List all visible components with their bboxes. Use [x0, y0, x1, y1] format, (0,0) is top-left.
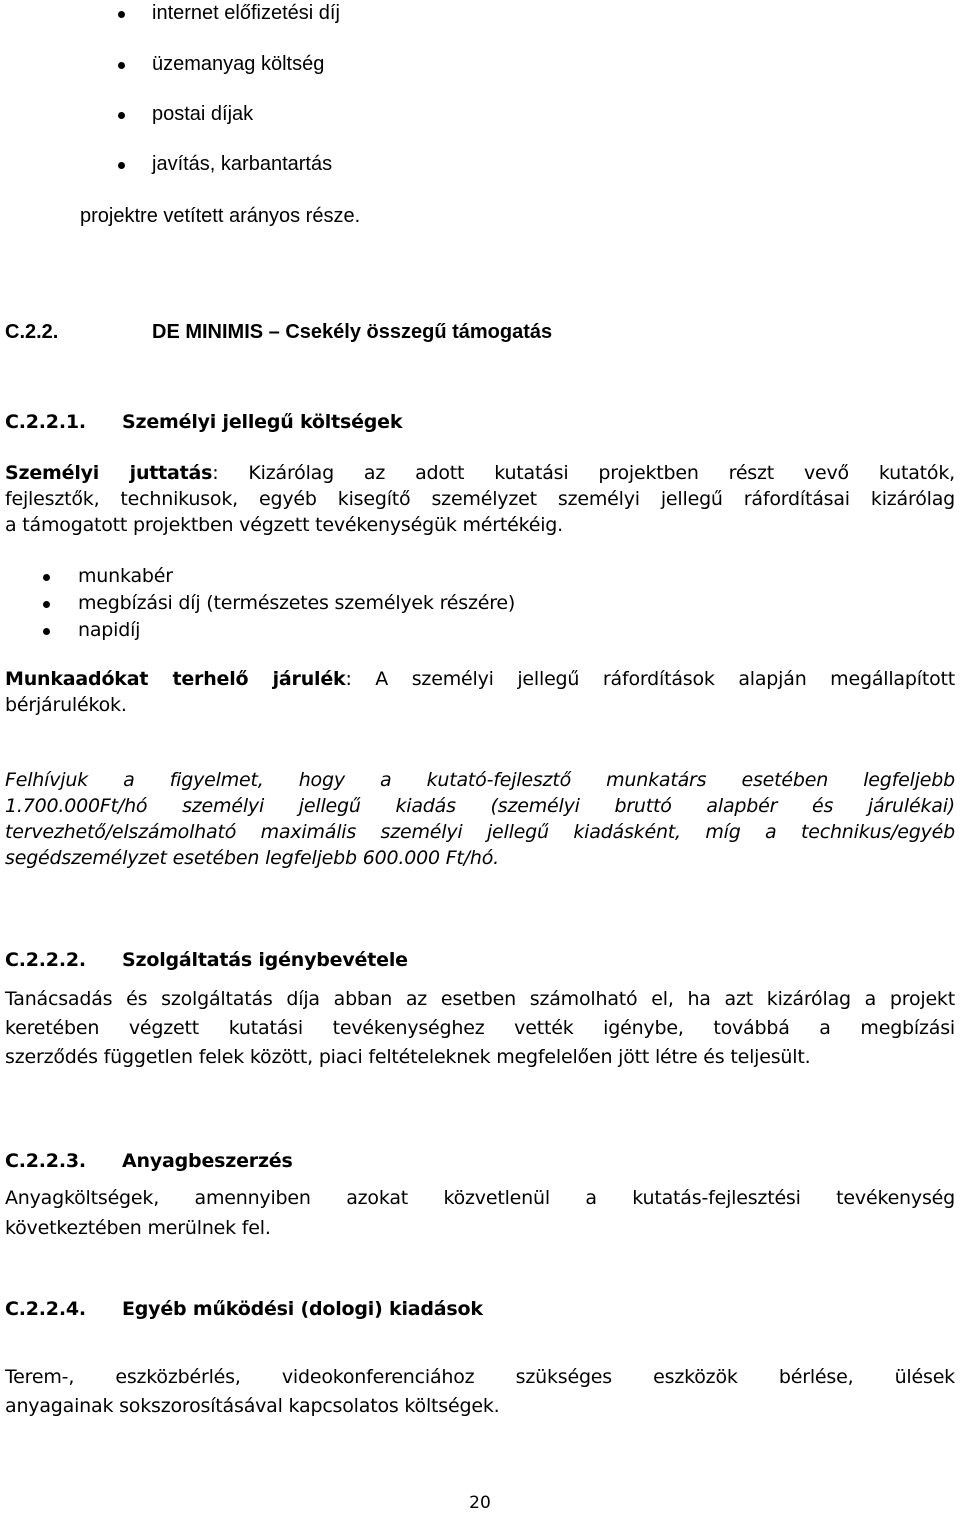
- note-line: Felhívjuk a figyelmet, hogy a kutató-fejlesztő munkatárs esetében legfeljebb: [5, 769, 955, 791]
- bullet-icon: [43, 574, 50, 581]
- subsection-number: C.2.2.2.: [5, 949, 86, 971]
- paragraph-line: Terem-, eszközbérlés, videokonferenciához szükséges eszközök bérlése, ülések: [5, 1366, 955, 1388]
- subsection-title: Anyagbeszerzés: [122, 1150, 293, 1172]
- paragraph-line: Tanácsadás és szolgáltatás díja abban az esetben számolható el, ha azt kizárólag a projekt: [5, 988, 955, 1010]
- bullet-icon: [43, 628, 50, 635]
- paragraph-line: szerződés független felek között, piaci feltételeknek megfelelően jött létre és teljesült.: [5, 1046, 811, 1068]
- list-item: javítás, karbantartás: [152, 153, 333, 175]
- list-item: munkabér: [78, 565, 173, 587]
- note-line: tervezhető/elszámolható maximális személyi jellegű kiadásként, míg a technikus/egyéb: [5, 821, 955, 843]
- list-item: internet előfizetési díj: [152, 2, 340, 24]
- paragraph-lead: Személyi juttatás: [5, 462, 213, 484]
- subsection-title: Egyéb működési (dologi) kiadások: [122, 1298, 483, 1320]
- subsection-number: C.2.2.3.: [5, 1150, 86, 1172]
- bullet-icon: [118, 162, 125, 169]
- subsection-title: Személyi jellegű költségek: [122, 411, 403, 433]
- section-title: DE MINIMIS – Csekély összegű támogatás: [152, 321, 553, 343]
- paragraph-line: a támogatott projektben végzett tevékenységük mértékéig.: [5, 514, 564, 536]
- subsection-title: Szolgáltatás igénybevétele: [122, 949, 408, 971]
- paragraph-line: Munkaadókat terhelő járulék: A személyi jellegű ráfordítások alapján megállapított: [5, 668, 955, 690]
- paragraph-line: anyagainak sokszorosításával kapcsolatos költségek.: [5, 1395, 500, 1417]
- section-number: C.2.2.: [5, 321, 59, 343]
- list-item: megbízási díj (természetes személyek részére): [78, 592, 516, 614]
- paragraph-line: fejlesztők, technikusok, egyéb kisegítő személyzet személyi jellegű ráfordításai kizárólag: [5, 488, 955, 510]
- paragraph-line: Személyi juttatás: Kizárólag az adott kutatási projektben részt vevő kutatók,: [5, 462, 955, 484]
- bullet-icon: [118, 112, 125, 119]
- list-item: postai díjak: [152, 103, 254, 125]
- list-item: napidíj: [78, 619, 141, 641]
- subsection-number: C.2.2.1.: [5, 411, 86, 433]
- bullet-icon: [118, 11, 125, 18]
- paragraph-line: bérjárulékok.: [5, 694, 127, 716]
- page-number: 20: [469, 1493, 491, 1513]
- paragraph-line: keretében végzett kutatási tevékenységhez vették igénybe, továbbá a megbízási: [5, 1017, 955, 1039]
- list-item: üzemanyag költség: [152, 53, 325, 75]
- paragraph-lead: Munkaadókat terhelő járulék: [5, 668, 346, 690]
- list-trailing-text: projektre vetített arányos része.: [80, 205, 361, 227]
- note-line: segédszemélyzet esetében legfeljebb 600.000 Ft/hó.: [5, 847, 499, 869]
- paragraph-line: következtében merülnek fel.: [5, 1217, 271, 1239]
- subsection-number: C.2.2.4.: [5, 1298, 86, 1320]
- bullet-icon: [118, 62, 125, 69]
- bullet-icon: [43, 601, 50, 608]
- note-line: 1.700.000Ft/hó személyi jellegű kiadás (személyi bruttó alapbér és járulékai): [5, 795, 955, 817]
- paragraph-line: Anyagköltségek, amennyiben azokat közvetlenül a kutatás-fejlesztési tevékenység: [5, 1187, 955, 1209]
